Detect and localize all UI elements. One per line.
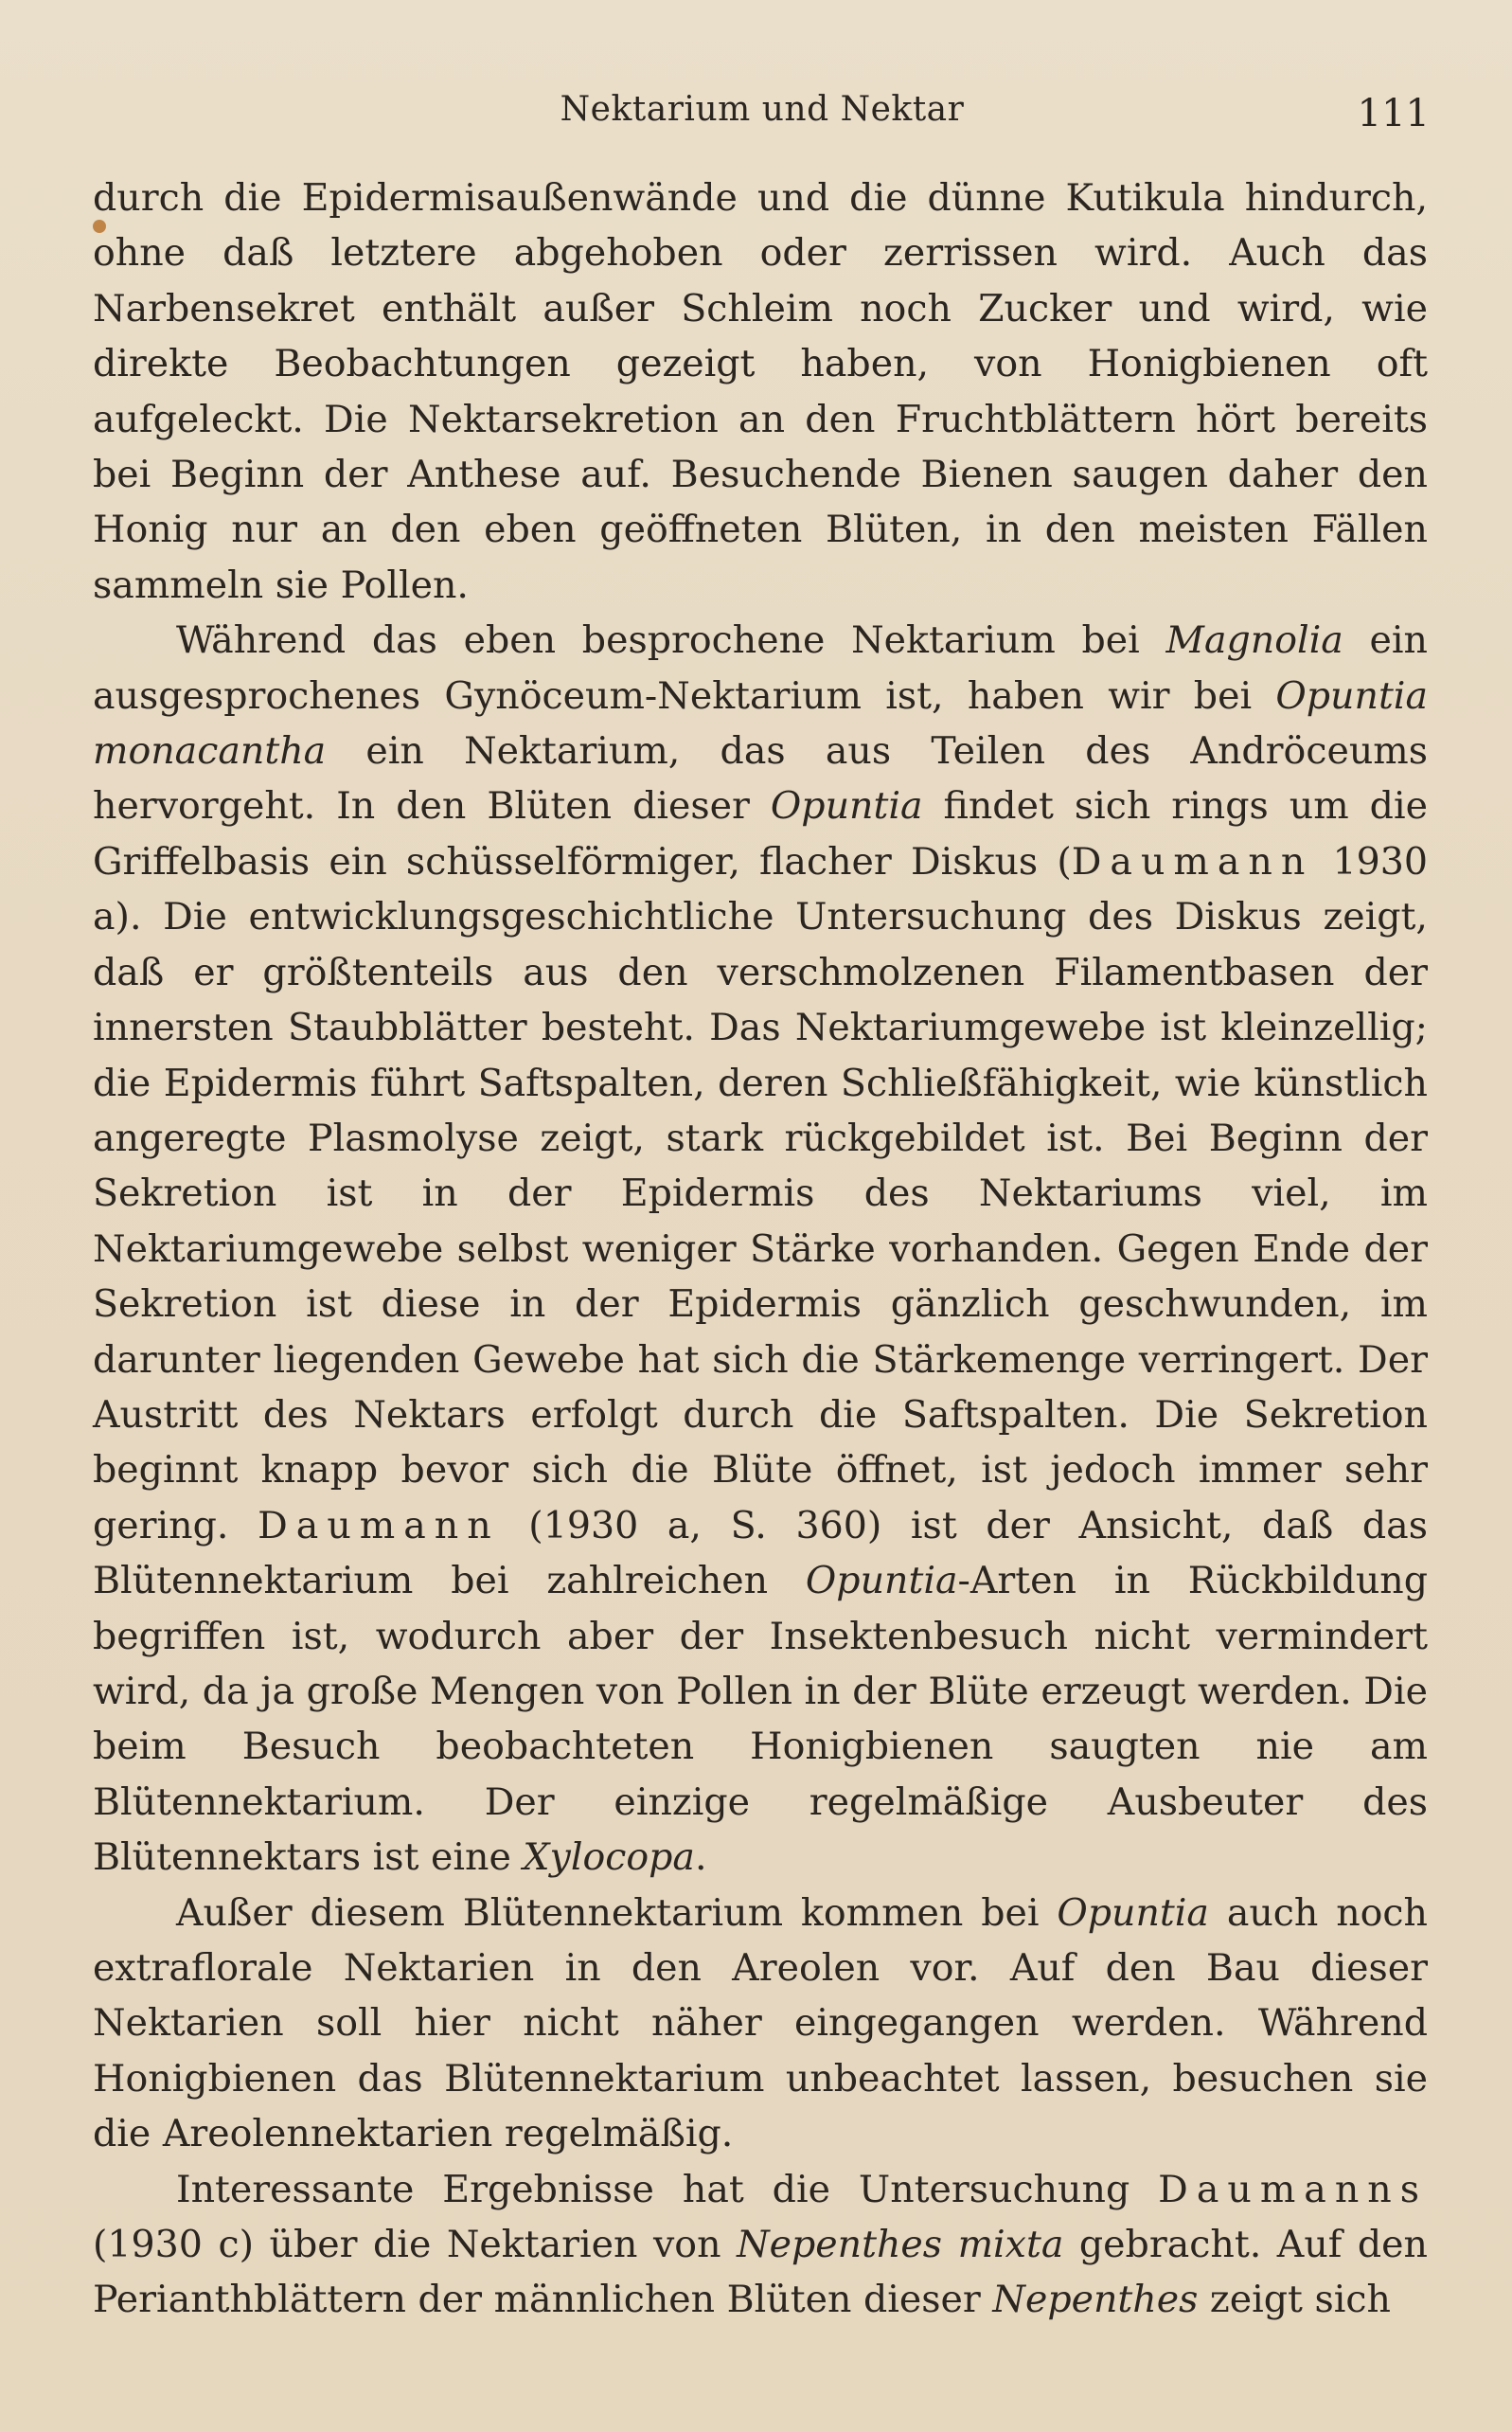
- taxon-name: Opuntia: [805, 1559, 958, 1603]
- author-name: Daumanns: [1158, 2167, 1428, 2211]
- taxon-name: Opuntia: [770, 784, 923, 829]
- text-run: 1930 a). Die entwicklungsgeschichtliche Untersuchung des Diskus zeigt, daß er größtenteils aus den verschmolzenen Filamentbasen der innersten Staubblätter besteht. Das Nektariumgewebe ist kleinzellig; die Epidermis führt Saftspalten, deren Schließfähigkeit, wie künstlich angeregte Plasmolyse zeigt, stark rückgebildet ist. Bei Beginn der Sekretion ist in der Epidermis des Nektariums viel, im Nektariumgewebe selbst weniger Stärke vorhanden. Gegen Ende der Sekretion ist diese in der Epidermis gänzlich geschwunden, im darunter liegenden Gewebe hat sich die Stärkemenge verringert. Der Austritt des Nektars erfolgt durch die Saftspalten. Die Sekretion beginnt knapp bevor sich die Blüte öffnet, ist jedoch immer sehr gering.: [93, 839, 1428, 1547]
- taxon-name: Nepenthes mixta: [737, 2223, 1064, 2267]
- text-run: ein ausgesprochenes Gynöceum-Nektarium ist, haben wir bei: [93, 618, 1428, 718]
- taxon-name: Nepenthes: [992, 2278, 1199, 2322]
- taxon-name: Opuntia monacantha: [93, 673, 1428, 774]
- taxon-name: Magnolia: [1165, 618, 1343, 663]
- text-run: (1930 a, S. 360) ist der Ansicht, daß das Blütennektarium bei zahlreichen: [93, 1503, 1429, 1603]
- text-run: Außer diesem Blütennektarium kommen bei: [176, 1890, 1058, 1935]
- page-number: 111: [1357, 92, 1430, 135]
- text-run: -Arten in Rückbildung begriffen ist, wodurch aber der Insektenbesuch nicht vermindert wird, da ja große Mengen von Pollen in der Blüte erzeugt werden. Die beim Besuch beobachteten Honigbienen saugten nie am Blütennektarium. Der einzige regelmäßige Ausbeuter des Blütennektars ist eine: [93, 1559, 1428, 1880]
- page-header: [95, 90, 1430, 147]
- body-text: [93, 170, 1428, 2328]
- text-run: gebracht. Auf den Perianthblättern der männlichen Blüten dieser: [93, 2223, 1428, 2322]
- text-run: Während das eben besprochene Nektarium bei: [176, 618, 1166, 663]
- text-run: zeigt sich: [1198, 2278, 1391, 2322]
- paragraph-2: [93, 613, 1428, 1885]
- text-run: durch die Epidermisaußenwände und die dünne Kutikula hindurch, ohne daß letztere abgehoben oder zerrissen wird. Auch das Narbensekret enthält außer Schleim noch Zucker und wird, wie direkte Beobachtungen gezeigt haben, von Honigbienen oft aufgeleckt. Die Nektarsekretion an den Fruchtblättern hört bereits bei Beginn der Anthese auf. Besuchende Bienen saugen daher den Honig nur an den eben geöffneten Blüten, in den meisten Fällen sammeln sie Pollen.: [93, 176, 1428, 607]
- text-run: .: [694, 1835, 707, 1880]
- paragraph-3: [93, 1886, 1428, 2162]
- text-run: (1930 c) über die Nektarien von: [93, 2223, 738, 2267]
- text-run: findet sich rings um die Griffelbasis ein schüsselförmiger, flacher Diskus (: [93, 784, 1428, 884]
- text-run: Interessante Ergebnisse hat die Untersuchung: [176, 2167, 1159, 2211]
- taxon-name: Opuntia: [1057, 1890, 1209, 1935]
- text-run: ein Nektarium, das aus Teilen des Andröceums hervorgeht. In den Blüten dieser: [93, 729, 1428, 829]
- running-title: Nektarium und Nektar: [560, 90, 965, 129]
- text-run: auch noch extraflorale Nektarien in den Areolen vor. Auf den Bau dieser Nektarien soll hier nicht näher eingegangen werden. Während Honigbienen das Blütennektarium unbeachtet lassen, besuchen sie die Areolennektarien regelmäßig.: [93, 1890, 1428, 2156]
- paragraph-4: [93, 2162, 1428, 2328]
- taxon-name: Xylocopa: [523, 1835, 695, 1880]
- paragraph-1: [93, 170, 1428, 613]
- author-name: Daumann: [1071, 839, 1314, 884]
- author-name: Daumann: [258, 1503, 500, 1547]
